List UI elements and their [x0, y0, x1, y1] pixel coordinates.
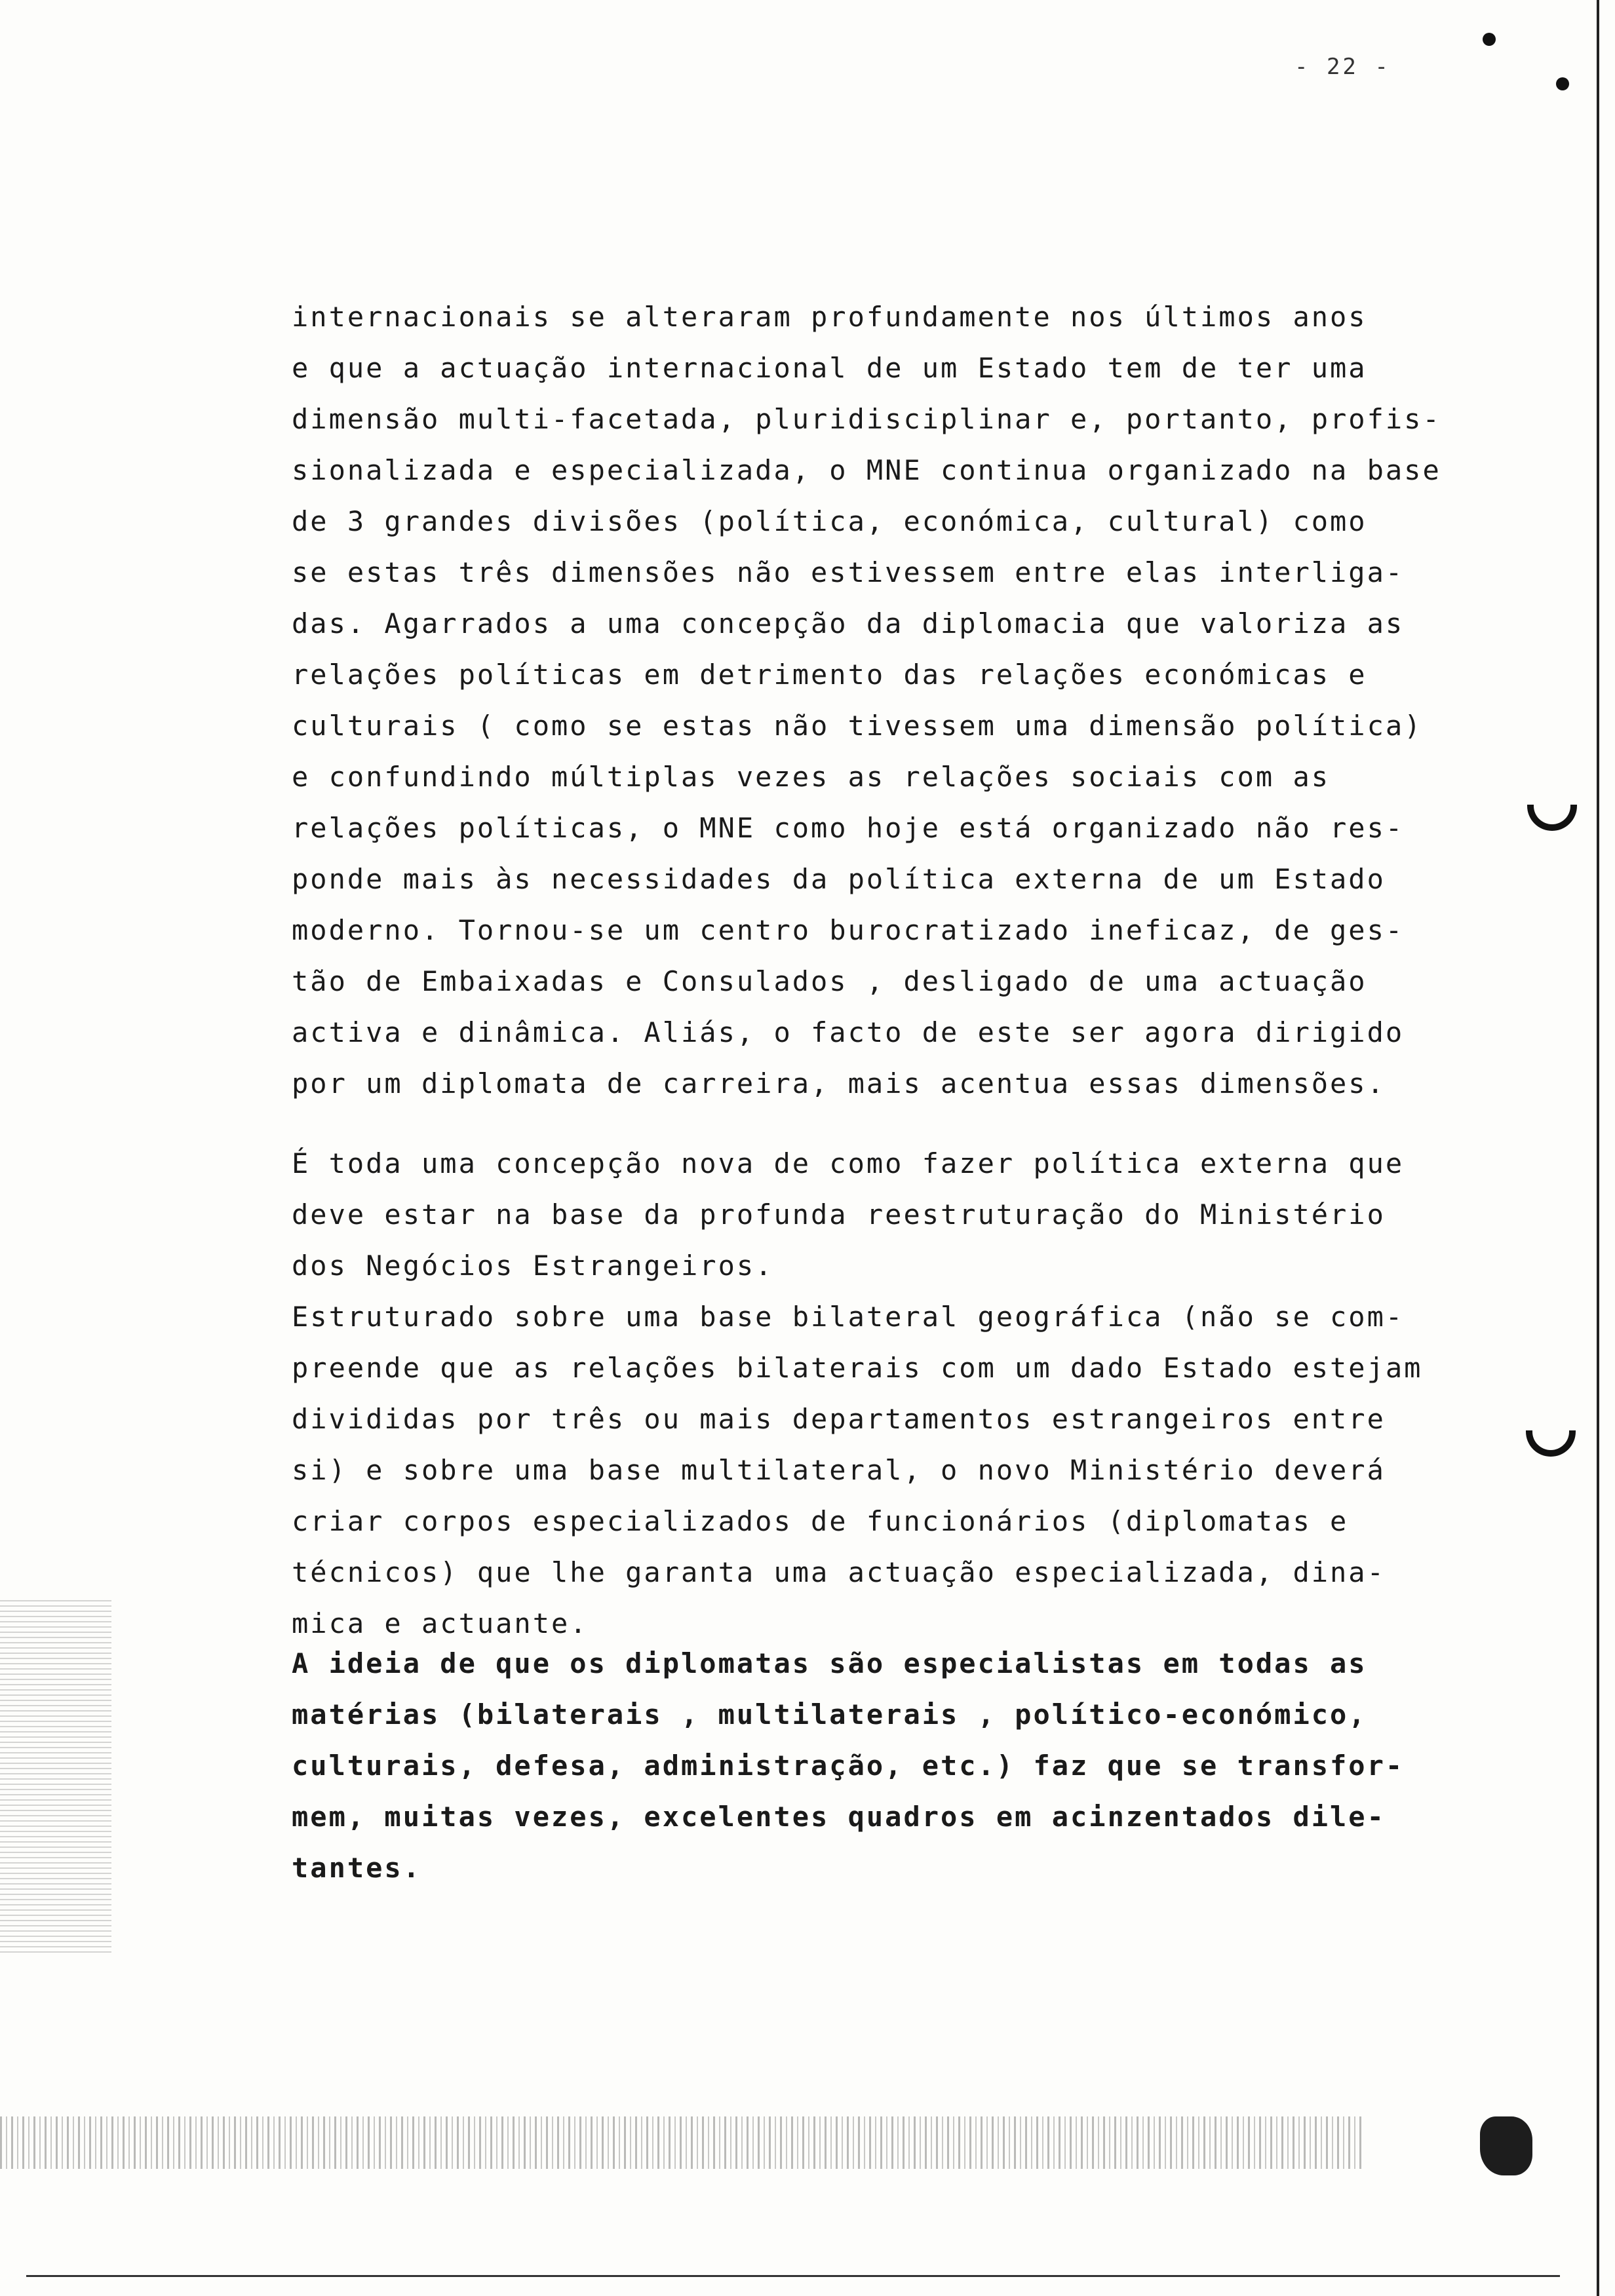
paragraph-1: [292, 292, 1530, 1109]
text-line: activa e dinâmica. Aliás, o facto de este ser agora dirigido: [292, 1016, 1405, 1048]
text-line: Estruturado sobre uma base bilateral geográfica (não se com-: [292, 1301, 1405, 1333]
punch-hole-mark: [1526, 1430, 1576, 1457]
text-line: tão de Embaixadas e Consulados , desligado de uma actuação: [292, 965, 1367, 997]
text-line: tantes.: [292, 1852, 422, 1884]
text-line: divididas por três ou mais departamentos estrangeiros entre: [292, 1403, 1386, 1435]
text-line: matérias (bilaterais , multilaterais , político-económico,: [292, 1698, 1367, 1731]
text-line: É toda uma concepção nova de como fazer política externa que: [292, 1147, 1405, 1179]
text-line: culturais ( como se estas não tivessem uma dimensão política): [292, 710, 1423, 742]
page-bottom-edge: [26, 2275, 1560, 2277]
text-line: culturais, defesa, administração, etc.) faz que se transfor-: [292, 1750, 1405, 1782]
text-line: ponde mais às necessidades da política externa de um Estado: [292, 863, 1386, 895]
text-line: mica e actuante.: [292, 1607, 589, 1639]
text-line: e que a actuação internacional de um Estado tem de ter uma: [292, 352, 1367, 384]
text-line: por um diplomata de carreira, mais acentua essas dimensões.: [292, 1067, 1386, 1100]
text-line: criar corpos especializados de funcionários (diplomatas e: [292, 1505, 1349, 1537]
text-line: dimensão multi-facetada, pluridisciplinar e, portanto, profis-: [292, 403, 1441, 435]
punch-hole-mark: [1527, 805, 1577, 831]
paragraph-3: [292, 1638, 1530, 1894]
text-line: de 3 grandes divisões (política, económica, cultural) como: [292, 505, 1367, 537]
ink-dot: [1556, 77, 1569, 90]
page-right-edge: [1597, 0, 1599, 2296]
text-line: preende que as relações bilaterais com um dado Estado estejam: [292, 1352, 1423, 1384]
text-line: se estas três dimensões não estivessem entre elas interliga-: [292, 556, 1405, 588]
ink-dot: [1483, 33, 1496, 46]
text-line: mem, muitas vezes, excelentes quadros em acinzentados dile-: [292, 1801, 1386, 1833]
scan-noise-left: [0, 1599, 111, 1953]
text-line: e confundindo múltiplas vezes as relações sociais com as: [292, 761, 1331, 793]
scan-noise-bottom: [0, 2116, 1363, 2169]
text-line: relações políticas em detrimento das relações económicas e: [292, 659, 1367, 691]
text-line: sionalizada e especializada, o MNE continua organizado na base: [292, 454, 1441, 486]
text-line: internacionais se alteraram profundamente nos últimos anos: [292, 301, 1367, 333]
text-line: das. Agarrados a uma concepção da diplomacia que valoriza as: [292, 607, 1405, 640]
ink-blot: [1480, 2116, 1532, 2175]
text-line: si) e sobre uma base multilateral, o novo Ministério deverá: [292, 1454, 1386, 1486]
text-line: A ideia de que os diplomatas são especialistas em todas as: [292, 1647, 1367, 1679]
text-line: moderno. Tornou-se um centro burocratizado ineficaz, de ges-: [292, 914, 1405, 946]
text-line: deve estar na base da profunda reestruturação do Ministério: [292, 1198, 1386, 1231]
paragraph-2: [292, 1138, 1530, 1649]
text-line: técnicos) que lhe garanta uma actuação especializada, dina-: [292, 1556, 1386, 1588]
text-line: relações políticas, o MNE como hoje está organizado não res-: [292, 812, 1405, 844]
page-number: - 22 -: [1294, 54, 1391, 80]
text-line: dos Negócios Estrangeiros.: [292, 1250, 774, 1282]
